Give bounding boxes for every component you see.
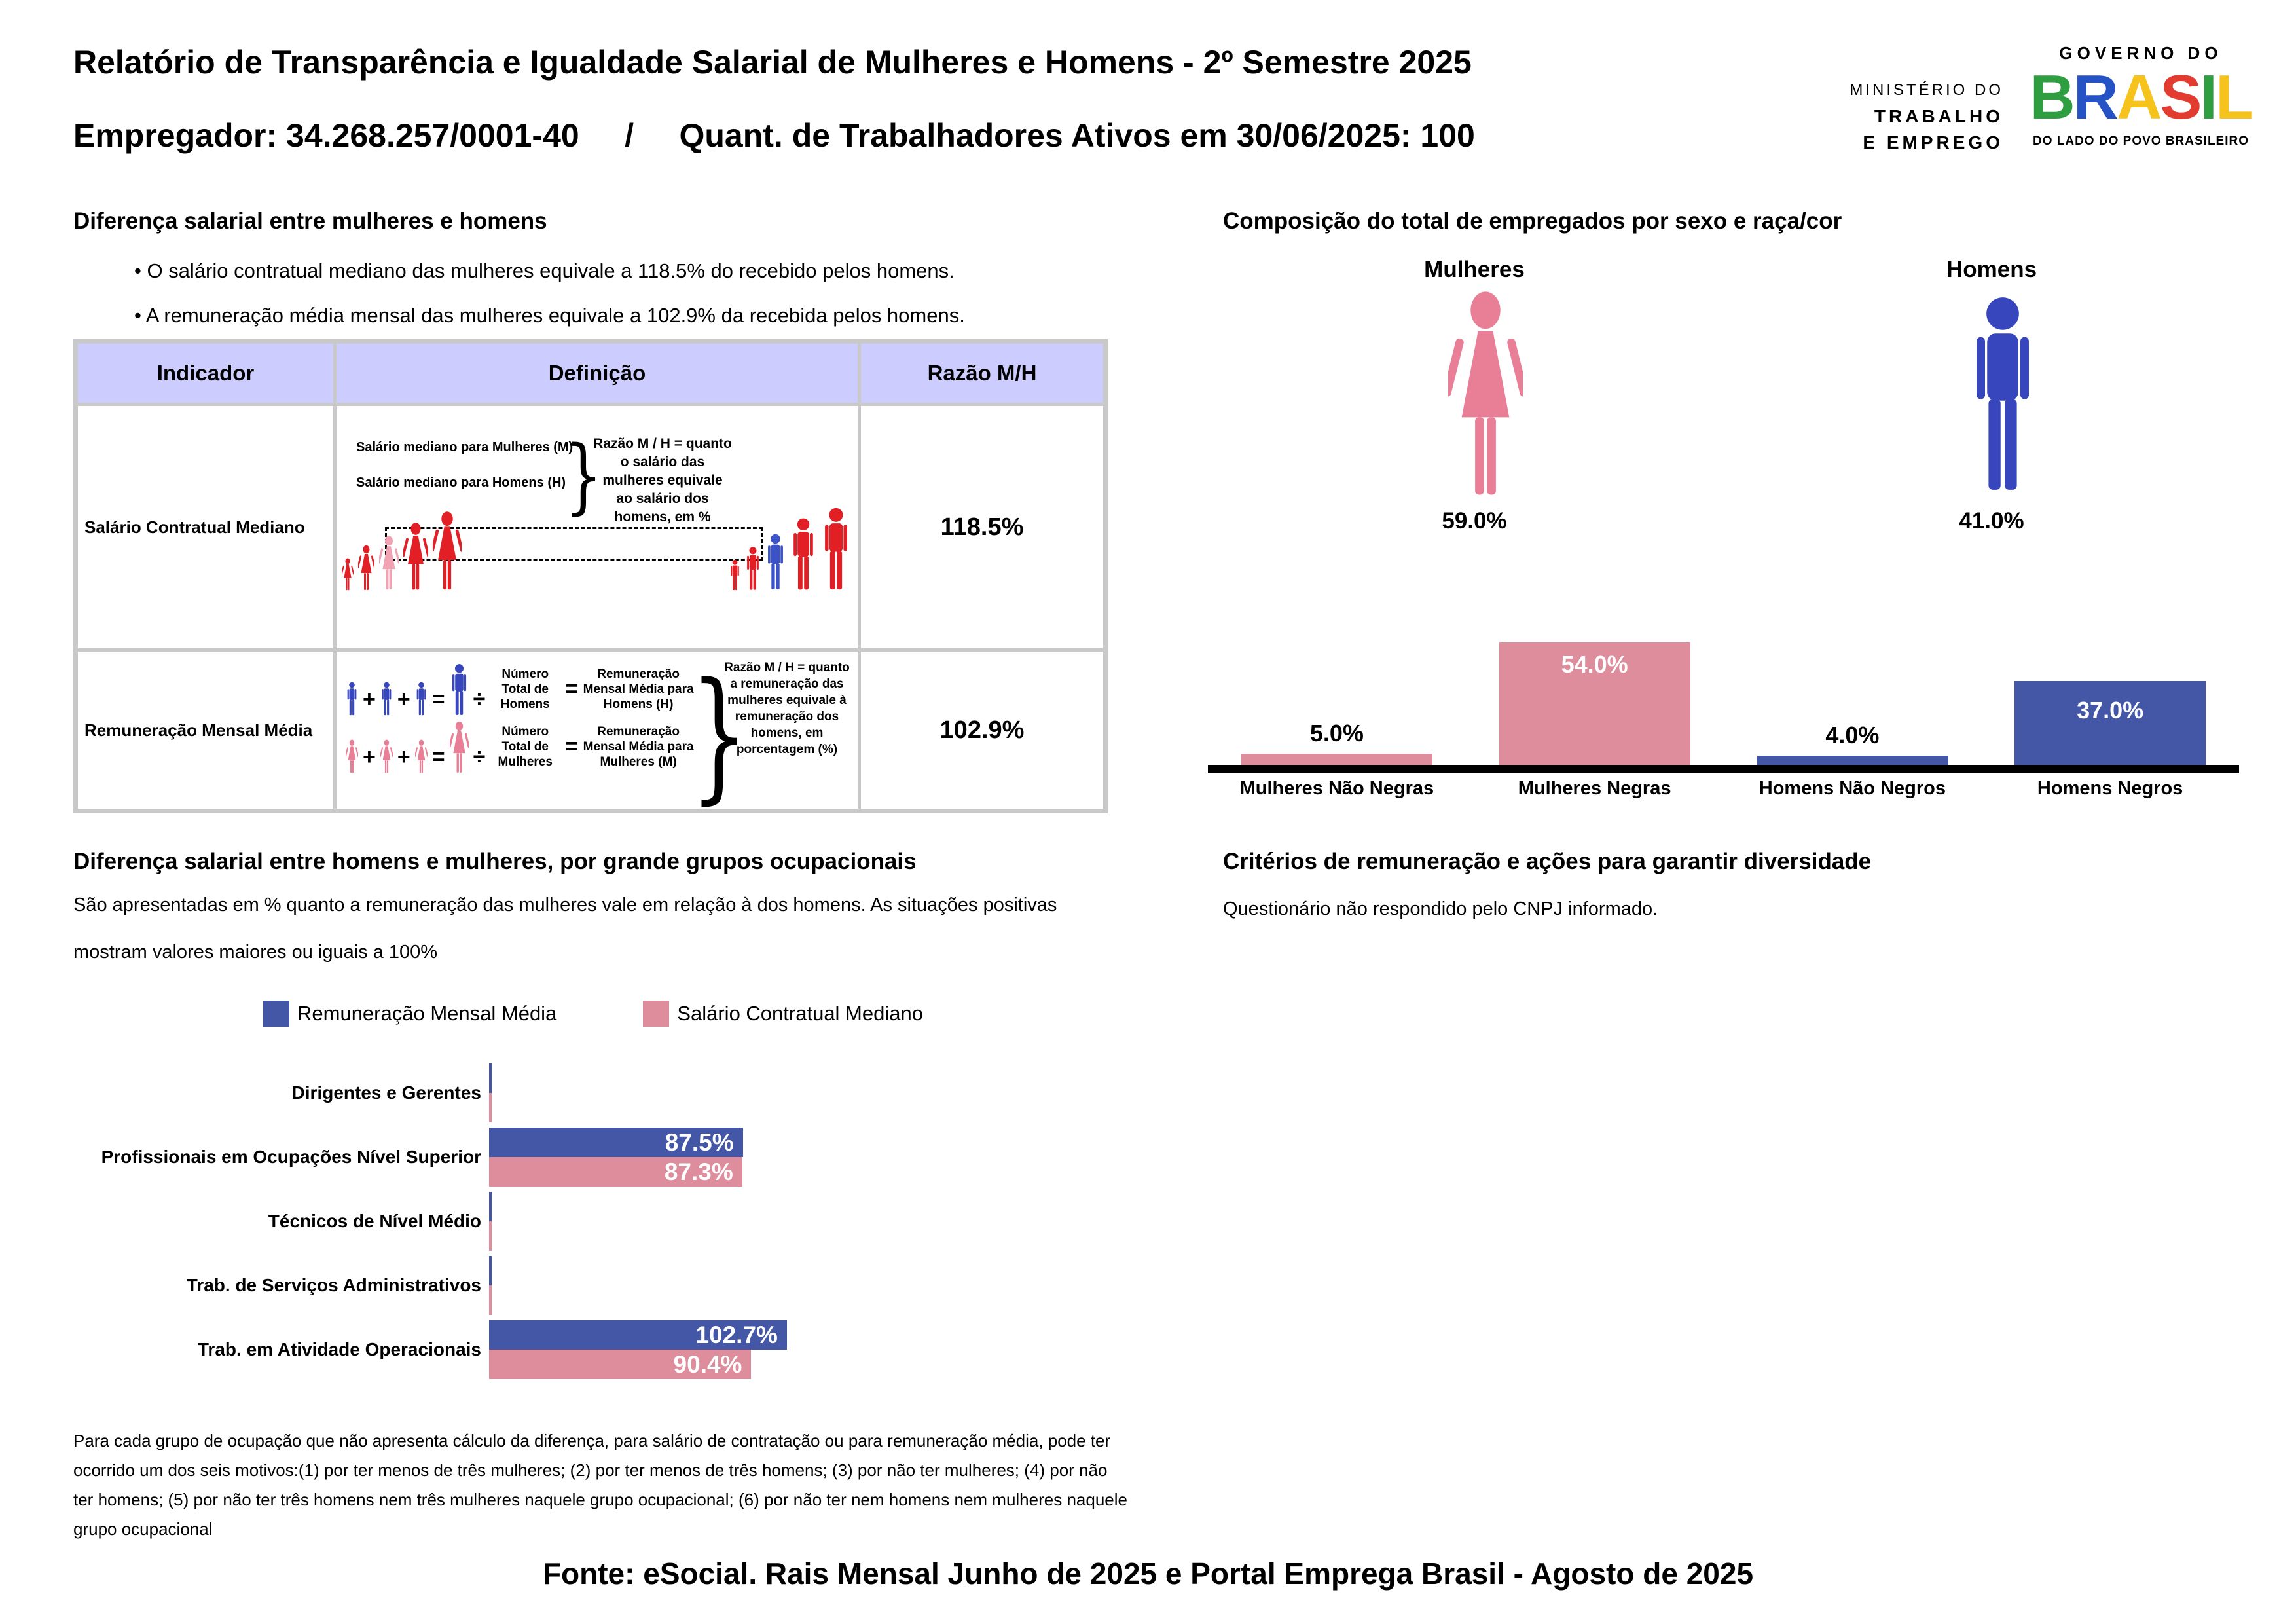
source-footer: Fonte: eSocial. Rais Mensal Junho de 2025 e Portal Emprega Brasil - Agosto de 2025 — [542, 1557, 1754, 1591]
brace-glyph: } — [564, 428, 603, 523]
bar-slot-homens-nao-negros — [1724, 621, 1982, 799]
men-result-label: Remuneração Mensal Média para Homens (H) — [583, 667, 694, 711]
salary-gap-bullet-1: • O salário contratual mediano das mulheres equivale a 118.5% do recebido pelos homens. — [134, 259, 955, 282]
man-icon — [790, 517, 816, 591]
report-subtitle: Empregador: 34.268.257/0001-40 / Quant. de Trabalhadores Ativos em 30/06/2025: 100 — [73, 117, 1475, 154]
woman-icon — [380, 739, 393, 773]
female-group-pct: 59.0% — [1442, 508, 1507, 534]
footnote-line-1: Para cada grupo de ocupação que não apresenta cálculo da diferença, para salário de contratação ou para remuneração média, pode ter — [73, 1431, 1111, 1450]
section-title-criteria: Critérios de remuneração e ações para garantir diversidade — [1223, 849, 1872, 874]
table-header-razao: Razão M/H — [861, 344, 1103, 403]
table-header-indicador: Indicador — [78, 344, 333, 403]
woman-icon-large — [450, 721, 469, 773]
plus-sign: + — [363, 745, 376, 769]
man-icon — [745, 546, 761, 591]
bar-mensal-profissionais — [489, 1128, 743, 1157]
women-figure-group — [342, 511, 462, 591]
zero-bar-mensal — [489, 1063, 492, 1093]
plus-sign: + — [397, 745, 410, 769]
equals-sign: = — [431, 745, 445, 769]
women-formula-row — [346, 720, 694, 773]
occ-row-dirigentes — [73, 1061, 1121, 1125]
woman-icon — [403, 522, 428, 591]
occ-row-tecnicos — [73, 1189, 1121, 1253]
ministry-line3: E EMPREGO — [1863, 132, 2003, 153]
woman-icon — [342, 558, 354, 591]
man-icon — [346, 682, 358, 716]
indicator-label-salario-mediano: Salário Contratual Mediano — [78, 406, 333, 648]
man-icon — [380, 682, 393, 716]
bar-mediano-profissionais — [489, 1157, 742, 1187]
bar-mensal-operacionais — [489, 1320, 787, 1350]
bar-category-label: Homens Negros — [2037, 778, 2183, 799]
male-group-label: Homens — [1946, 257, 2037, 282]
men-figure-group — [729, 507, 851, 591]
man-icon-large — [450, 663, 469, 716]
occupational-legend — [73, 1001, 1108, 1027]
bar-value-label: 102.7% — [695, 1321, 778, 1348]
footnote-line-3: ter homens; (5) por não ter três homens nem três mulheres naquele grupo ocupacional; (6) por não ter nem homens nem mulheres naquele — [73, 1490, 1127, 1509]
bar-category-label: Homens Não Negros — [1758, 778, 1946, 799]
diagram-salario-mediano — [337, 406, 858, 648]
report-title: Relatório de Transparência e Igualdade Salarial de Mulheres e Homens - 2º Semestre 2025 — [73, 44, 1472, 81]
zero-bar-mediano — [489, 1221, 492, 1251]
bar-value-label: 90.4% — [673, 1350, 742, 1378]
divide-sign: ÷ — [473, 745, 486, 769]
diagram1-ratio-note: Razão M / H = quanto o salário das mulheres equivale ao salário dos homens, em % — [593, 436, 732, 525]
occ-category-label: Dirigentes e Gerentes — [291, 1082, 481, 1103]
occ-category-label: Trab. de Serviços Administrativos — [186, 1275, 481, 1295]
occupational-bar-chart — [73, 1061, 1121, 1382]
zero-bar-mediano — [489, 1285, 492, 1315]
ministry-line1: MINISTÉRIO DO — [1850, 81, 2003, 99]
zero-bar-mediano — [489, 1093, 492, 1122]
zero-bar-mensal — [489, 1192, 492, 1221]
occ-category-label: Técnicos de Nível Médio — [268, 1211, 481, 1231]
indicator-table — [73, 339, 1108, 819]
women-result-label: Remuneração Mensal Média para Mulheres (M) — [583, 724, 694, 769]
bar-category-label: Mulheres Negras — [1518, 778, 1671, 799]
bar-value-label: 4.0% — [1825, 722, 1880, 748]
women-divisor-label: Número Total de Mulheres — [498, 724, 553, 769]
woman-icon — [415, 739, 428, 773]
man-icon — [821, 507, 851, 591]
woman-icon — [346, 739, 358, 773]
bar-value-label: 87.5% — [665, 1128, 734, 1156]
occupational-desc-line1: São apresentadas em % quanto a remuneração das mulheres vale em relação à dos homens. As situações positivas — [73, 895, 1057, 915]
diagram-remuneracao-media — [337, 652, 858, 819]
bar-homens-nao-negros — [1757, 756, 1948, 765]
criteria-text: Questionário não respondido pelo CNPJ informado. — [1223, 898, 1658, 919]
woman-icon-median — [379, 535, 399, 591]
man-icon-median — [765, 533, 786, 591]
brasil-logo: BRASIL — [2030, 62, 2252, 132]
diagram1-men-label: Salário mediano para Homens (H) — [356, 475, 566, 490]
bar-mediano-operacionais — [489, 1350, 751, 1379]
legend-swatch-mensal — [263, 1001, 289, 1027]
ratio-salario-mediano: 118.5% — [861, 406, 1103, 648]
men-divisor-label: Número Total de Homens — [500, 667, 550, 711]
occ-row-atividade-operacionais — [73, 1318, 1121, 1382]
brace-glyph: } — [690, 653, 749, 819]
plus-sign: + — [397, 687, 410, 712]
footnote-line-4: grupo ocupacional — [73, 1519, 213, 1539]
section-title-salary-gap: Diferença salarial entre mulheres e homens — [73, 208, 547, 234]
indicator-label-remuneracao-media: Remuneração Mensal Média — [78, 652, 333, 809]
woman-icon — [433, 511, 462, 591]
divide-sign: ÷ — [473, 687, 486, 712]
bar-value-label: 5.0% — [1309, 720, 1364, 747]
governo-do-brasil-logo — [2023, 43, 2259, 149]
plus-sign: + — [363, 687, 376, 712]
salary-gap-bullet-2: • A remuneração média mensal das mulheres equivale a 102.9% da recebida pelos homens. — [134, 304, 965, 327]
man-icon-large — [1967, 289, 2038, 498]
bar-category-label: Mulheres Não Negras — [1239, 778, 1434, 799]
section-title-composition: Composição do total de empregados por sexo e raça/cor — [1223, 208, 1842, 234]
governo-do-label: GOVERNO DO — [2059, 43, 2223, 63]
diagram1-women-label: Salário mediano para Mulheres (M) — [356, 440, 574, 454]
table-header-definicao: Definição — [337, 344, 858, 403]
ratio-remuneracao-media: 102.9% — [861, 652, 1103, 809]
man-icon — [729, 559, 740, 591]
male-group-pct: 41.0% — [1959, 508, 2024, 534]
chart-baseline — [1208, 765, 2239, 773]
diagram2-ratio-note: Razão M / H = quanto a remuneração das mulheres equivale à remuneração dos homens, em porcentagem (%) — [724, 661, 850, 756]
occ-category-label: Profissionais em Ocupações Nível Superior — [101, 1147, 481, 1167]
bar-value-label: 37.0% — [2077, 697, 2144, 724]
equals-sign: = — [431, 687, 445, 712]
legend-label-mediano: Salário Contratual Mediano — [677, 1002, 923, 1025]
bar-value-label: 87.3% — [664, 1158, 733, 1185]
bar-mulheres-nao-negras — [1241, 754, 1432, 765]
equals-sign: = — [565, 734, 579, 759]
men-formula-row — [346, 662, 694, 716]
bar-slot-homens-negros — [1981, 621, 2239, 799]
logo-slogan: DO LADO DO POVO BRASILEIRO — [2032, 134, 2250, 148]
occ-category-label: Trab. em Atividade Operacionais — [197, 1339, 481, 1359]
legend-swatch-mediano — [643, 1001, 669, 1027]
female-group-label: Mulheres — [1424, 257, 1525, 282]
man-icon — [415, 682, 428, 716]
equals-sign: = — [565, 676, 579, 701]
composition-bar-chart — [1208, 621, 2239, 830]
woman-icon-large — [1448, 289, 1523, 498]
section-title-occupational: Diferença salarial entre homens e mulheres, por grande grupos ocupacionais — [73, 849, 917, 874]
bar-slot-mulheres-nao-negras — [1208, 621, 1466, 799]
occupational-desc-line2: mostram valores maiores ou iguais a 100% — [73, 942, 438, 963]
ministry-logo — [1800, 77, 2003, 156]
legend-label-mensal: Remuneração Mensal Média — [297, 1002, 557, 1025]
zero-bar-mensal — [489, 1256, 492, 1285]
bar-slot-mulheres-negras — [1466, 621, 1724, 799]
ministry-line2: TRABALHO — [1874, 106, 2003, 126]
occ-row-servicos-administrativos — [73, 1253, 1121, 1318]
footnote-line-2: ocorrido um dos seis motivos:(1) por ter menos de três mulheres; (2) por ter menos de três homens; (3) por não ter mulheres; (4) por não — [73, 1460, 1108, 1480]
bar-value-label: 54.0% — [1561, 651, 1628, 678]
woman-icon — [358, 545, 374, 591]
occ-row-profissionais — [73, 1125, 1121, 1189]
